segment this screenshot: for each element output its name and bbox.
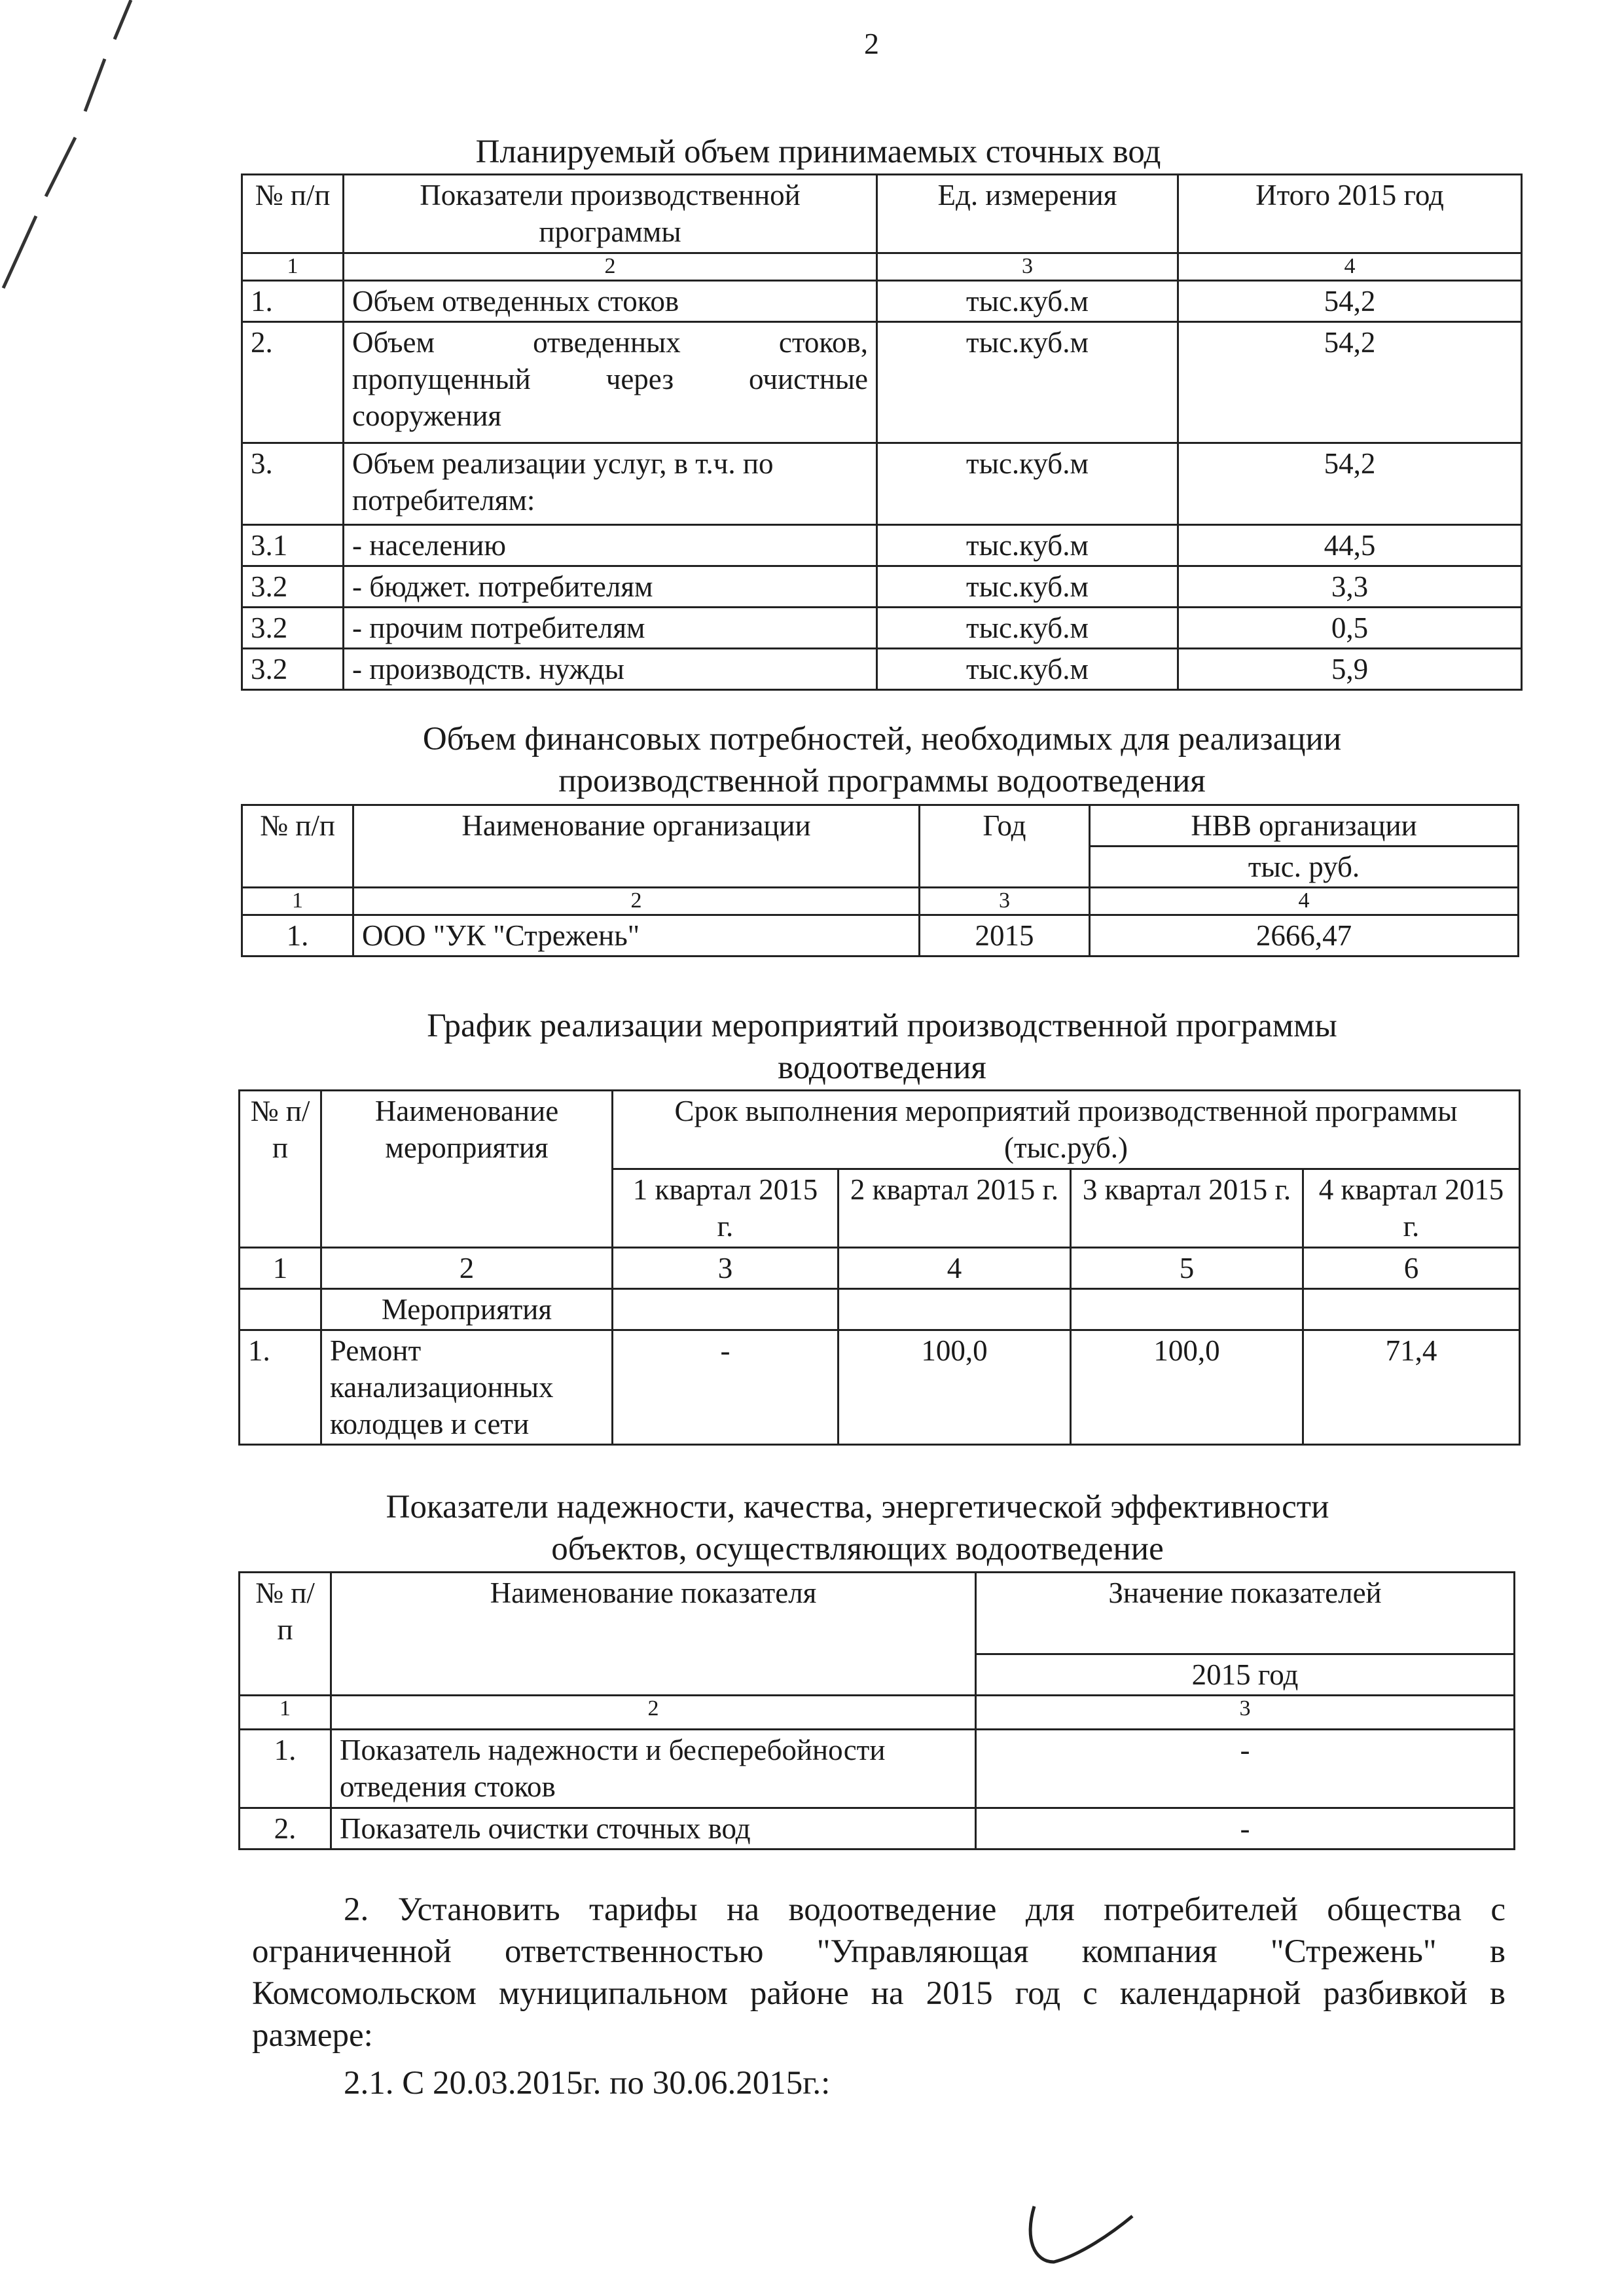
col-number: 2 <box>344 253 877 281</box>
row-value: 44,5 <box>1178 525 1522 566</box>
row-number: 3.2 <box>242 566 344 608</box>
table-row <box>242 649 1522 690</box>
row-name: Объем отведенных стоков, пропущенный через очистные сооружения <box>344 322 877 443</box>
row-unit: тыс.куб.м <box>877 649 1178 690</box>
table-row <box>242 915 1519 957</box>
row-value: - <box>976 1730 1515 1808</box>
row-number: 3.2 <box>242 649 344 690</box>
row-value: 3,3 <box>1178 566 1522 608</box>
row-indicator-name: Показатель надежности и бесперебойности отведения стоков <box>331 1730 976 1808</box>
row-name: Объем отведенных стоков <box>344 281 877 322</box>
header-nvv: НВВ организации <box>1090 805 1519 847</box>
col-number: 1 <box>242 253 344 281</box>
row-unit: тыс.куб.м <box>877 281 1178 322</box>
row-number: 2. <box>240 1808 331 1850</box>
row-number: 3.2 <box>242 608 344 649</box>
header-indicator-name: Наименование показателя <box>331 1573 976 1696</box>
header-period: Срок выполнения мероприятий производственной программы (тыс.руб.) <box>613 1091 1520 1169</box>
table-row <box>242 525 1522 566</box>
table-row <box>242 281 1522 322</box>
row-q3: 100,0 <box>1071 1330 1303 1445</box>
table2-title-line2: производственной программы водоотведения <box>558 763 1206 799</box>
table-row <box>240 1808 1515 1850</box>
row-number: 2. <box>242 322 344 443</box>
row-name: - производств. нужды <box>344 649 877 690</box>
schedule-table <box>238 1089 1521 1446</box>
row-unit: тыс.куб.м <box>877 566 1178 608</box>
col-number: 3 <box>976 1696 1515 1730</box>
row-value: 54,2 <box>1178 322 1522 443</box>
row-unit: тыс.куб.м <box>877 608 1178 649</box>
page-number: 2 <box>864 27 879 60</box>
header-number: № п/п <box>240 1573 331 1696</box>
header-indicator: Показатели производственной программы <box>344 175 877 253</box>
row-unit: тыс.куб.м <box>877 525 1178 566</box>
table1-title: Планируемый объем принимаемых сточных вод <box>475 134 1161 170</box>
col-number: 3 <box>877 253 1178 281</box>
row-q4: 71,4 <box>1303 1330 1520 1445</box>
table3-title-line1: График реализации мероприятий производственной программы <box>427 1008 1337 1044</box>
tariff-period-paragraph: 2.1. С 20.03.2015г. по 30.06.2015г.: <box>344 2065 831 2102</box>
col-number: 1 <box>240 1248 321 1289</box>
tariff-paragraph: 2. Установить тарифы на водоотведение для потребителей общества с ограниченной ответственностью "Управляющая компания "Стрежень" в Комсомольском муниципальном районе на 2015 год с календарной разбивкой в размере: <box>252 1891 1506 2054</box>
row-name: - прочим потребителям <box>344 608 877 649</box>
header-q2: 2 квартал 2015 г. <box>839 1169 1071 1248</box>
sewage-volume-table <box>241 173 1523 691</box>
finance-needs-table <box>241 804 1519 957</box>
header-number: № п/п <box>242 805 353 888</box>
row-number: 1. <box>240 1730 331 1808</box>
table2-title-line1: Объем финансовых потребностей, необходимых для реализации <box>422 721 1342 757</box>
row-event-name: Ремонт канализационных колодцев и сети <box>321 1330 613 1445</box>
table-row <box>240 1730 1515 1808</box>
row-value: 54,2 <box>1178 443 1522 525</box>
row-value: - <box>976 1808 1515 1850</box>
col-number: 1 <box>240 1696 331 1730</box>
col-number: 4 <box>1090 888 1519 915</box>
row-q1: - <box>613 1330 839 1445</box>
col-number: 1 <box>242 888 353 915</box>
header-q3: 3 квартал 2015 г. <box>1071 1169 1303 1248</box>
row-number: 1. <box>240 1330 321 1445</box>
header-number: № п/п <box>242 175 344 253</box>
table-row <box>240 1330 1520 1445</box>
row-number: 1. <box>242 915 353 957</box>
row-unit: тыс.куб.м <box>877 443 1178 525</box>
row-unit: тыс.куб.м <box>877 322 1178 443</box>
reliability-table <box>238 1571 1515 1850</box>
col-number: 6 <box>1303 1248 1520 1289</box>
col-number: 2 <box>353 888 920 915</box>
table-row <box>242 443 1522 525</box>
row-number: 3.1 <box>242 525 344 566</box>
scan-line-mark <box>0 0 170 301</box>
row-number: 1. <box>242 281 344 322</box>
header-number: № п/п <box>240 1091 321 1248</box>
header-q4: 4 квартал 2015 г. <box>1303 1169 1520 1248</box>
checkmark-icon <box>1021 2200 1152 2272</box>
row-number: 3. <box>242 443 344 525</box>
row-organization: ООО "УК "Стрежень" <box>353 915 920 957</box>
table-row <box>242 322 1522 443</box>
row-value: 54,2 <box>1178 281 1522 322</box>
header-q1: 1 квартал 2015 г. <box>613 1169 839 1248</box>
col-number: 2 <box>331 1696 976 1730</box>
row-year: 2015 <box>920 915 1090 957</box>
table4-title-line2: объектов, осуществляющих водоотведение <box>551 1531 1164 1567</box>
row-name: - населению <box>344 525 877 566</box>
header-value: Значение показателей <box>976 1573 1515 1654</box>
row-name: - бюджет. потребителям <box>344 566 877 608</box>
table-row <box>242 566 1522 608</box>
col-number: 4 <box>1178 253 1522 281</box>
table3-title-line2: водоотведения <box>778 1049 986 1086</box>
section-label: Мероприятия <box>321 1289 613 1330</box>
row-q2: 100,0 <box>839 1330 1071 1445</box>
header-event-name: Наименование мероприятия <box>321 1091 613 1248</box>
row-name: Объем реализации услуг, в т.ч. по потребителям: <box>344 443 877 525</box>
col-number: 3 <box>920 888 1090 915</box>
table-row <box>242 608 1522 649</box>
row-value: 0,5 <box>1178 608 1522 649</box>
col-number: 4 <box>839 1248 1071 1289</box>
header-organization: Наименование организации <box>353 805 920 888</box>
row-value: 2666,47 <box>1090 915 1519 957</box>
col-number: 2 <box>321 1248 613 1289</box>
col-number: 3 <box>613 1248 839 1289</box>
header-year: 2015 год <box>976 1654 1515 1696</box>
row-value: 5,9 <box>1178 649 1522 690</box>
header-unit: Ед. измерения <box>877 175 1178 253</box>
header-year: Год <box>920 805 1090 888</box>
header-unit: тыс. руб. <box>1090 847 1519 888</box>
col-number: 5 <box>1071 1248 1303 1289</box>
row-indicator-name: Показатель очистки сточных вод <box>331 1808 976 1850</box>
table4-title-line1: Показатели надежности, качества, энергетической эффективности <box>386 1489 1329 1525</box>
header-total: Итого 2015 год <box>1178 175 1522 253</box>
